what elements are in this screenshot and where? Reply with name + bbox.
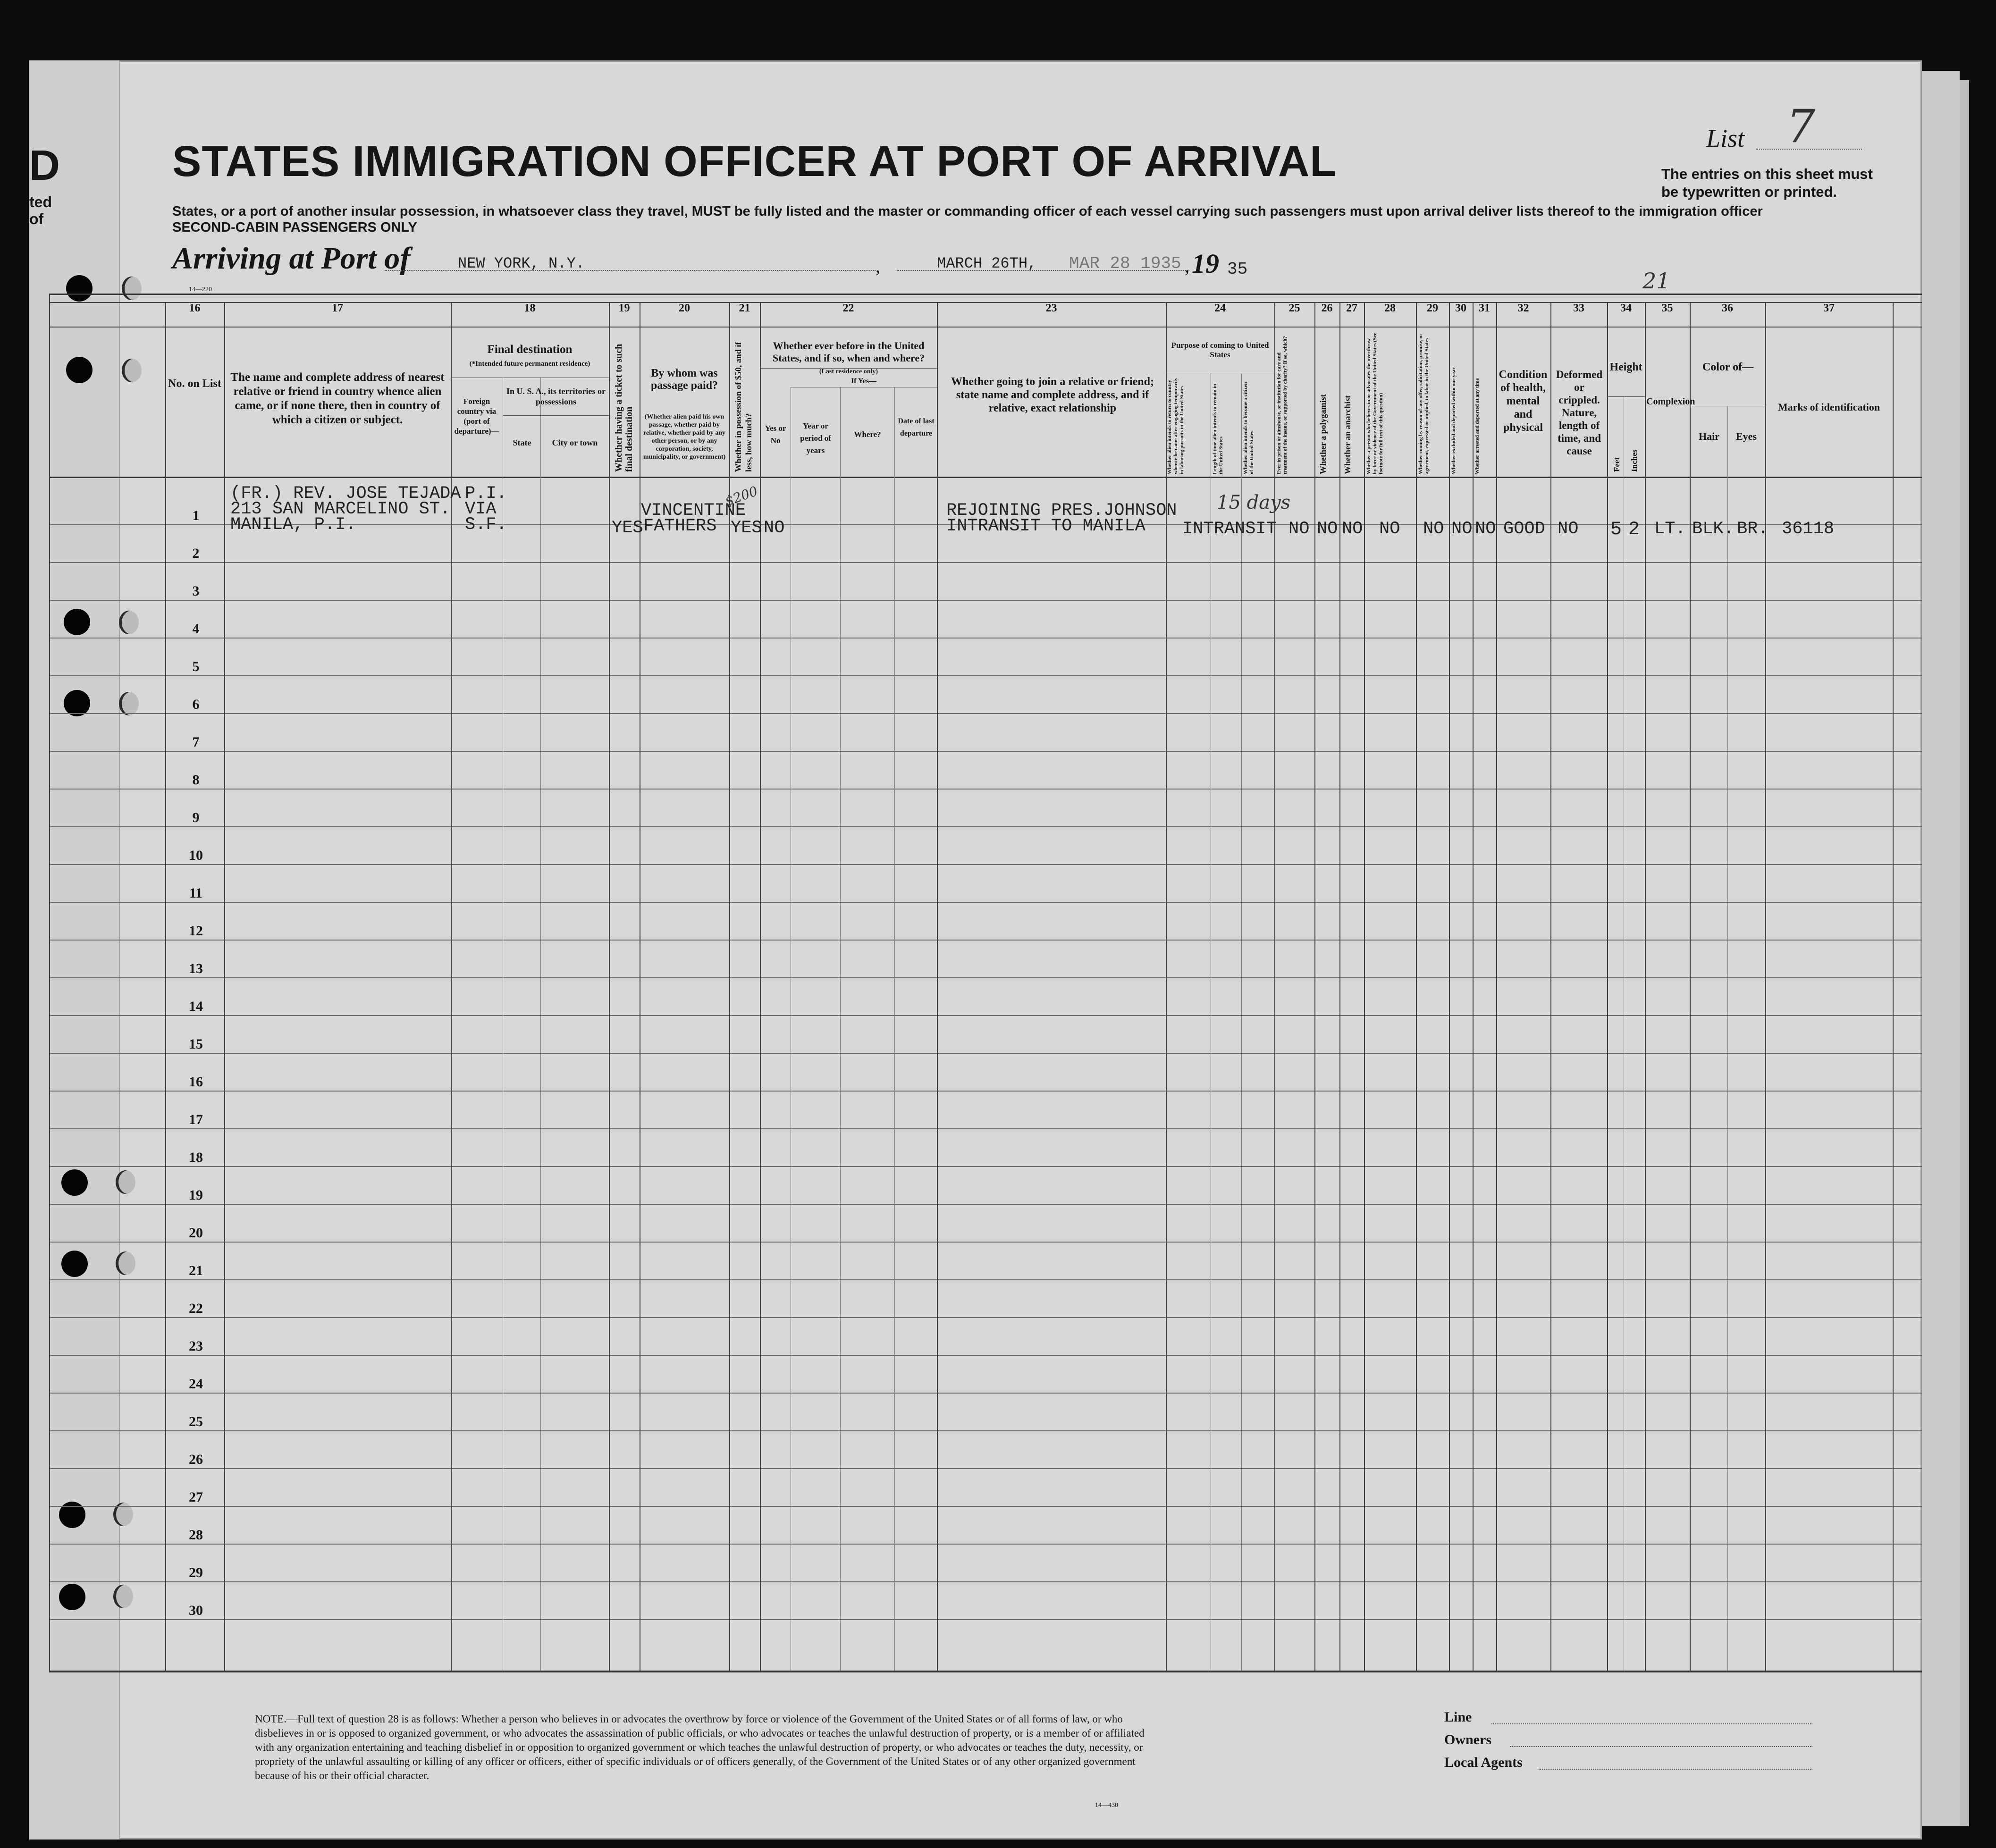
header-polygamist: Whether a polygamist xyxy=(1318,394,1328,474)
header-purpose-citizen: Whether alien intends to become a citizen of the United States xyxy=(1243,382,1255,474)
binder-hole-edge xyxy=(122,277,142,300)
row-rule xyxy=(49,751,1922,752)
binder-hole xyxy=(61,1251,88,1277)
column-number: 35 xyxy=(1661,302,1673,314)
entry-arrested: NO xyxy=(1475,519,1496,539)
entry-money-hand: $200 xyxy=(723,483,760,510)
column-number: 19 xyxy=(618,302,630,314)
footnote-question-28: NOTE.—Full text of question 28 is as follows: Whether a person who believes in or advocates the overthrow by force or violence of the Government of the United States or of all forms of law, or who disbelieves in or is opposed to organized government, or who advocates the assassination of public officials, or who advocates or teaches the unlawful destruction of property, or is a member of or affiliated with any organization entertaining and teaching disbelief in or opposition to organized government or which teaches the unlawful destruction of property, or who advocates or teaches the duty, necessity, or propriety of the unlawful assaulting or killing of any officer or officers, either of specific individuals or of officers generally, of the Government of the United States or of any other organized government because of his or their official character. xyxy=(255,1713,1145,1781)
row-number: 27 xyxy=(189,1489,203,1505)
entry-foreign-line: S.F. xyxy=(465,515,507,535)
column-number: 21 xyxy=(739,302,750,314)
column-number: 34 xyxy=(1620,302,1632,314)
entry-health: GOOD xyxy=(1503,519,1545,539)
entry-complexion: LT. xyxy=(1654,519,1686,539)
header-where: Where? xyxy=(854,430,881,439)
row-rule xyxy=(49,600,1922,601)
binder-hole-edge xyxy=(116,1170,135,1194)
header-ticket: Whether having a ticket to such final destination xyxy=(614,344,634,472)
column-number: 16 xyxy=(189,302,201,314)
header-before-in-us-note: (Last residence only) xyxy=(819,368,878,375)
year-suffix: 35 xyxy=(1227,260,1248,279)
row-rule xyxy=(49,1279,1922,1280)
column-number: 27 xyxy=(1346,302,1357,314)
row-number: 24 xyxy=(189,1376,203,1392)
row-rule xyxy=(49,1430,1922,1431)
sub-column-rule xyxy=(894,387,895,1671)
entry-relative-line: (FR.) REV. JOSE TEJADA xyxy=(230,484,461,504)
entry-ticket: YES xyxy=(612,518,643,538)
row-number: 21 xyxy=(189,1263,203,1278)
entry-relative-line: MANILA, P.I. xyxy=(230,515,356,535)
arriving-label: Arriving at Port of xyxy=(172,241,411,276)
row-rule xyxy=(49,826,1922,827)
row-rule xyxy=(49,675,1922,676)
footer-agents-underline xyxy=(1539,1769,1812,1770)
row-number: 29 xyxy=(189,1565,203,1580)
comma: , xyxy=(876,255,880,277)
list-label: List xyxy=(1706,124,1745,152)
row-rule xyxy=(49,1166,1922,1167)
entry-hair: BLK. xyxy=(1692,519,1734,539)
row-number: 11 xyxy=(189,885,203,901)
header-passage-paid-note: (Whether alien paid his own passage, whether paid by relative, whether paid by any other person, or by any corporation, society, municipality, or government) xyxy=(643,413,726,461)
header-passage-paid: By whom was passage paid? xyxy=(650,367,718,392)
column-rule xyxy=(760,302,761,1671)
column-number: 33 xyxy=(1573,302,1584,314)
column-number: 28 xyxy=(1384,302,1396,314)
column-rule xyxy=(1893,302,1894,1671)
column-number: 25 xyxy=(1289,302,1300,314)
comma: , xyxy=(1185,255,1189,277)
entry-relative-line: 213 SAN MARCELINO ST. xyxy=(230,499,451,519)
sub-column-rule xyxy=(840,387,841,1671)
binder-hole-edge xyxy=(122,359,142,382)
row-rule xyxy=(49,1204,1922,1205)
row-rule xyxy=(49,902,1922,903)
table-top-border xyxy=(49,294,1922,295)
header-color-of: Color of— xyxy=(1702,361,1754,373)
page-mark: 21 xyxy=(1642,268,1670,294)
header-bottom-rule xyxy=(49,477,1922,478)
entry-deformed: NO xyxy=(1558,519,1579,539)
row-number: 25 xyxy=(189,1414,203,1429)
row-number: 1 xyxy=(192,508,200,523)
sub-column-rule xyxy=(540,378,541,1671)
list-number: 7 xyxy=(1786,100,1816,153)
header-period-years: Year or period of years xyxy=(800,421,831,455)
row-number: 16 xyxy=(189,1074,203,1090)
sub-column-rule xyxy=(1241,373,1242,1671)
header-join-relative: Whether going to join a relative or friend; state name and complete address, and if relative, exact relationship xyxy=(951,376,1154,414)
row-rule xyxy=(49,1242,1922,1243)
year-prefix: 19 xyxy=(1192,248,1219,279)
row-number: 20 xyxy=(189,1225,203,1241)
row-rule xyxy=(49,1015,1922,1016)
list-underline xyxy=(1756,149,1862,150)
header-offer-labor: Whether coming by reason of any offer, solicitation, promise, or agreement, expressed or implied, to labor in the United States xyxy=(1418,333,1430,474)
row-number: 10 xyxy=(189,848,203,863)
form-code: 14—220 xyxy=(189,286,212,293)
row-number: 18 xyxy=(189,1150,203,1165)
subtitle: States, or a port of another insular possession, in whatsoever class they travel, MUST be fully listed and the master or commanding officer of each vessel carrying such passengers must upon arrival deliver lists thereof to the immigration officer xyxy=(172,204,1763,219)
sub-header-rule xyxy=(503,415,609,416)
column-rule xyxy=(1645,302,1646,1671)
entry-inches: 2 xyxy=(1628,519,1640,540)
column-rule xyxy=(1314,302,1315,1671)
column-rule xyxy=(937,302,938,1671)
entry-q28: NO xyxy=(1379,519,1400,539)
port-value: NEW YORK, N.Y. xyxy=(458,255,585,272)
left-edge-text: D xyxy=(29,142,60,189)
entry-paid-line: FATHERS xyxy=(643,516,717,536)
row-rule xyxy=(49,789,1922,790)
header-marks: Marks of identification xyxy=(1777,401,1880,413)
column-number: 20 xyxy=(679,302,690,314)
column-rule xyxy=(1607,302,1608,1671)
column-number: 29 xyxy=(1427,302,1438,314)
column-rule xyxy=(1449,302,1450,1671)
entry-feet: 5 xyxy=(1610,519,1622,540)
page-title: STATES IMMIGRATION OFFICER AT PORT OF ARRIVAL xyxy=(172,137,1337,185)
row-rule xyxy=(49,1619,1922,1620)
entry-foreign-country xyxy=(465,486,507,533)
entry-join-relative xyxy=(946,503,1177,534)
row-number: 17 xyxy=(189,1112,203,1127)
entry-eyes: BR. xyxy=(1737,519,1769,539)
column-number: 17 xyxy=(332,302,343,314)
header-if-yes: If Yes— xyxy=(851,377,877,385)
date-stamp: MAR 28 1935 xyxy=(1069,254,1181,273)
column-number: 30 xyxy=(1455,302,1466,314)
header-deformed: Deformed or crippled. Nature, length of time, and cause xyxy=(1556,369,1603,457)
header-feet: Feet xyxy=(1612,457,1621,472)
header-inches: Inches xyxy=(1630,449,1639,472)
row-rule xyxy=(49,1544,1922,1545)
header-no-on-list: No. on List xyxy=(168,378,221,390)
header-date-last-departure: Date of last departure xyxy=(898,417,935,437)
header-in-usa: In U. S. A., its territories or possessions xyxy=(506,386,606,406)
row-number: 12 xyxy=(189,923,203,939)
sub-column-rule xyxy=(1727,406,1728,1671)
entry-join-line: REJOINING PRES.JOHNSON xyxy=(946,501,1177,521)
header-purpose-return: Whether alien intends to return to country whence he came after engaging temporarily in laboring pursuits in the United States xyxy=(1167,378,1185,474)
binder-hole-edge xyxy=(113,1585,133,1608)
entry-marks: 36118 xyxy=(1782,519,1835,539)
row-number: 15 xyxy=(189,1036,203,1052)
header-rule xyxy=(49,327,1922,328)
header-state: State xyxy=(513,438,531,447)
footer-owners-label: Owners xyxy=(1444,1732,1491,1747)
header-excluded: Whether excluded and deported within one year xyxy=(1451,367,1457,474)
column-number: 32 xyxy=(1517,302,1529,314)
row-number: 22 xyxy=(189,1301,203,1316)
header-purpose-length: Length of time alien intends to remain in the United States xyxy=(1212,384,1224,474)
footer-line-underline xyxy=(1491,1723,1812,1724)
entry-money: YES xyxy=(731,518,762,538)
row-rule xyxy=(49,1468,1922,1469)
header-nearest-relative: The name and complete address of nearest relative or friend in country whence alien came, or if none there, then in country of which a citizen or subject. xyxy=(230,371,445,426)
row-number: 30 xyxy=(189,1603,203,1618)
binder-hole xyxy=(64,690,90,716)
header-yes-or-no: Yes or No xyxy=(765,424,786,445)
entries-note-line: be typewritten or printed. xyxy=(1661,184,1837,200)
row-number: 9 xyxy=(192,810,200,825)
row-rule xyxy=(49,713,1922,714)
row-number: 26 xyxy=(189,1452,203,1467)
entry-relative-address xyxy=(230,486,461,533)
entry-before-us: NO xyxy=(764,518,785,538)
column-number: 24 xyxy=(1214,302,1226,314)
entry-prison: NO xyxy=(1289,519,1310,539)
column-number: 26 xyxy=(1321,302,1333,314)
header-before-in-us: Whether ever before in the United States, and if so, when and where? xyxy=(772,340,925,364)
header-health: Condition of health, mental and physical xyxy=(1499,369,1548,434)
binder-hole xyxy=(64,609,90,635)
left-edge-text: ted xyxy=(29,193,52,210)
entry-anarchist: NO xyxy=(1342,519,1363,539)
column-rule xyxy=(1339,302,1340,1671)
sub-header-rule xyxy=(1607,396,1645,397)
entry-purpose: INTRANSIT xyxy=(1182,519,1277,539)
header-final-destination: Final destination xyxy=(487,343,573,356)
table-bottom-border xyxy=(49,1671,1922,1672)
binder-hole xyxy=(66,275,93,302)
row-rule xyxy=(49,1091,1922,1092)
column-number: 23 xyxy=(1045,302,1057,314)
binder-hole xyxy=(59,1584,85,1610)
row-number: 7 xyxy=(192,734,200,750)
entry-foreign-line: VIA xyxy=(465,499,497,519)
row-rule xyxy=(49,1355,1922,1356)
column-rule xyxy=(1550,302,1551,1671)
row-rule xyxy=(49,977,1922,978)
binder-hole xyxy=(66,357,93,383)
row-rule xyxy=(49,1506,1922,1507)
column-rule xyxy=(49,294,50,1671)
header-final-destination-note: (*Intended future permanent residence) xyxy=(469,360,590,368)
header-arrested: Whether arrested and deported at any time xyxy=(1474,378,1480,474)
date-typed: MARCH 26TH, xyxy=(937,255,1037,272)
entries-note-line: The entries on this sheet must xyxy=(1661,166,1873,182)
subtitle-second-cabin: SECOND-CABIN PASSENGERS ONLY xyxy=(172,220,417,235)
binder-hole-edge xyxy=(119,611,139,634)
entry-paid-line: VINCENTINE xyxy=(641,501,746,521)
footer-line-label: Line xyxy=(1444,1709,1472,1725)
column-number: 37 xyxy=(1823,302,1835,314)
header-foreign-country: Foreign country via (port of departure)— xyxy=(454,397,499,436)
footer-agents-label: Local Agents xyxy=(1444,1755,1523,1770)
row-rule xyxy=(49,1128,1922,1129)
header-eyes: Eyes xyxy=(1736,430,1757,442)
row-number: 28 xyxy=(189,1527,203,1543)
header-possession-50: Whether in possession of $50, and if less, how much? xyxy=(733,342,753,472)
header-q28: Whether a person who believes in or advocates the overthrow by force or violence of the Government of the United States (See footnote for full text of this question) xyxy=(1366,333,1384,474)
entries-note xyxy=(1661,165,1873,201)
entry-join-line: INTRANSIT TO MANILA xyxy=(946,516,1145,536)
entry-length-hand: 15 days xyxy=(1217,492,1291,513)
row-rule xyxy=(49,1053,1922,1054)
row-number: 5 xyxy=(192,659,200,674)
row-rule xyxy=(49,940,1922,941)
column-rule xyxy=(1690,302,1691,1671)
binder-hole xyxy=(61,1169,88,1196)
row-number: 14 xyxy=(189,999,203,1014)
entry-offer-labor: NO xyxy=(1423,519,1444,539)
header-anarchist: Whether an anarchist xyxy=(1343,395,1352,474)
header-height: Height xyxy=(1609,361,1642,373)
row-rule xyxy=(49,562,1922,563)
column-rule xyxy=(1765,302,1766,1671)
left-edge-text: of xyxy=(29,210,44,227)
column-rule xyxy=(1416,302,1417,1671)
row-number: 6 xyxy=(192,697,200,712)
column-number: 31 xyxy=(1479,302,1490,314)
row-number: 8 xyxy=(192,772,200,788)
entry-polygamist: NO xyxy=(1317,519,1338,539)
column-rule xyxy=(1364,302,1365,1671)
row-rule xyxy=(49,1393,1922,1394)
entry-excluded: NO xyxy=(1451,519,1473,539)
header-hair: Hair xyxy=(1699,430,1719,442)
header-prison: Ever in prison or almshouse, or institution for care and treatment of the insane, or supported by charity? If so, which? xyxy=(1276,336,1288,474)
row-number: 3 xyxy=(192,583,200,599)
header-complexion: Complexion xyxy=(1646,396,1695,407)
entry-foreign-line: P.I. xyxy=(465,484,507,504)
row-number: 13 xyxy=(189,961,203,976)
row-rule xyxy=(49,864,1922,865)
column-number: 18 xyxy=(524,302,536,314)
binder-hole-edge xyxy=(119,692,139,715)
column-rule xyxy=(1473,302,1474,1671)
footer-form-code: 14—430 xyxy=(1095,1802,1118,1809)
row-number: 4 xyxy=(192,621,200,637)
row-rule xyxy=(49,1317,1922,1318)
row-number: 2 xyxy=(192,546,200,561)
row-rule xyxy=(49,1581,1922,1582)
row-number: 23 xyxy=(189,1338,203,1354)
row-number: 19 xyxy=(189,1187,203,1203)
column-number: 36 xyxy=(1722,302,1733,314)
footer-owners-underline xyxy=(1510,1746,1812,1747)
column-number: 22 xyxy=(842,302,854,314)
column-rule xyxy=(1496,302,1497,1671)
binder-hole-edge xyxy=(116,1252,135,1275)
column-rule xyxy=(609,302,610,1671)
header-city: City or town xyxy=(552,438,598,447)
header-purpose: Purpose of coming to United States xyxy=(1171,341,1269,359)
